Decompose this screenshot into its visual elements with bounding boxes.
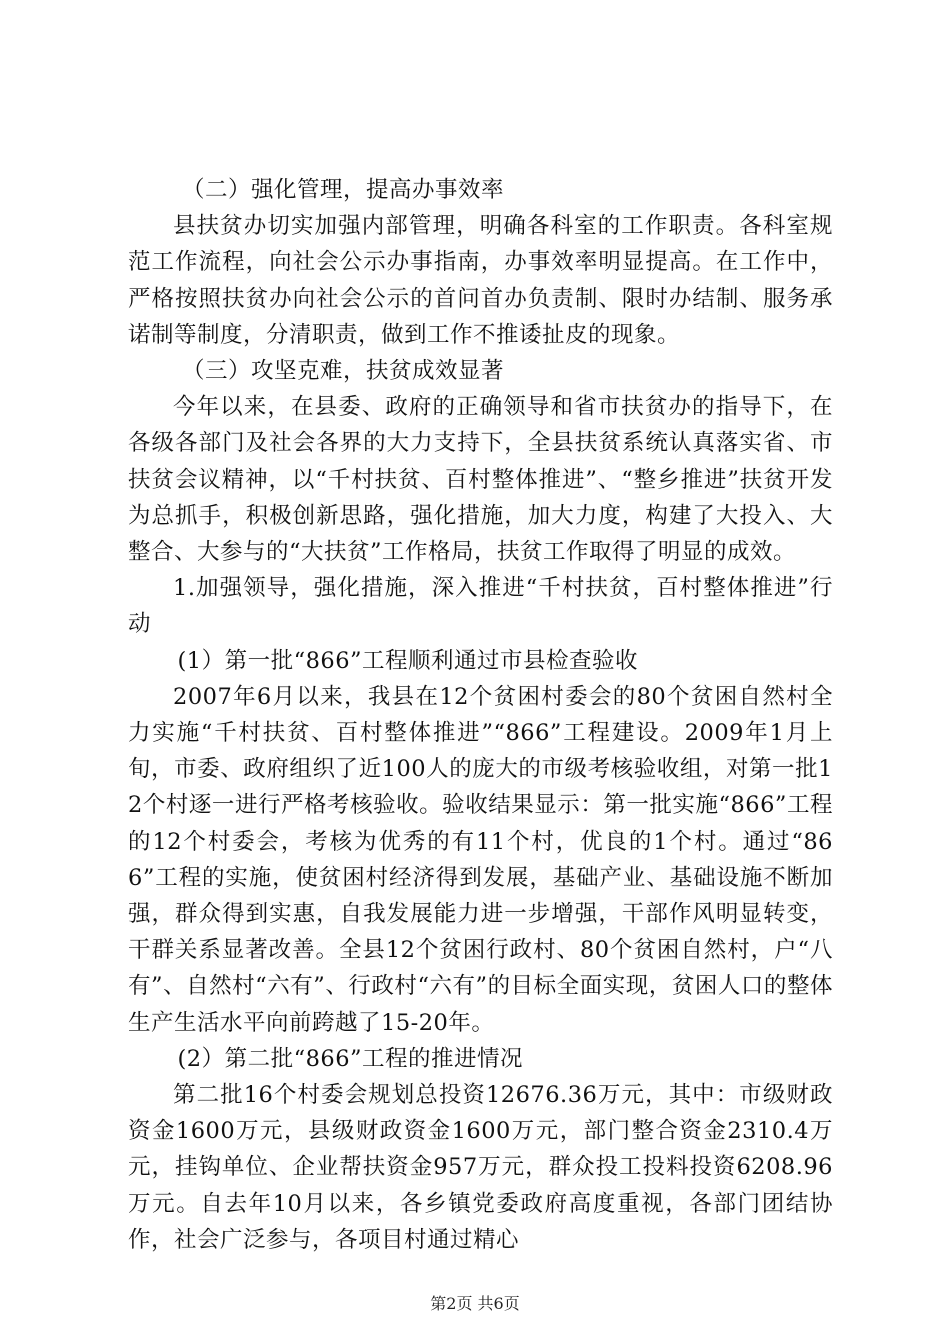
section-heading-results: （三）攻坚克难，扶贫成效显著 bbox=[182, 358, 505, 385]
paragraph-second-batch: 第二批16个村委会规划总投资12676.36万元，其中：市级财政资金1600万元，县级财政资金1600万元，部门整合资金2310.4万元，挂钩单位、企业帮扶资金957万元，群众投工投料投资6208.96万元。自去年10月以来，各乡镇党委政府高度重视，各部门团结协作，社会广泛参与，各项目村通过精心 bbox=[128, 1082, 833, 1253]
paragraph-management: 县扶贫办切实加强内部管理，明确各科室的工作职责。各科室规范工作流程，向社会公示办事指南，办事效率明显提高。在工作中，严格按照扶贫办向社会公示的首问首办负责制、限时办结制、服务承诺制等制度，分清职责，做到工作不推诿扯皮的现象。 bbox=[128, 213, 833, 348]
subheading-first-batch: (1）第一批“866”工程顺利通过市县检查验收 bbox=[177, 647, 639, 674]
page-footer: 第2页 共6页 bbox=[430, 1294, 520, 1313]
paragraph-first-batch: 2007年6月以来，我县在12个贫困村委会的80个贫困自然村全力实施“千村扶贫、百村整体推进”“866”工程建设。2009年1月上旬，市委、政府组织了近100人的庞大的市级考核验收组，对第一批12个村逐一进行严格考核验收。验收结果显示：第一批实施“866”工程的12个村委会，考核为优秀的有11个村，优良的1个村。通过“866”工程的实施，使贫困村经济得到发展，基础产业、基础设施不断加强，群众得到实惠，自我发展能力进一步增强，干部作风明显转变，干群关系显著改善。全县12个贫困行政村、80个贫困自然村，户“八有”、自然村“六有”、行政村“六有”的目标全面实现，贫困人口的整体生产生活水平向前跨越了15-20年。 bbox=[128, 683, 833, 1036]
subheading-second-batch: (2）第二批“866”工程的推进情况 bbox=[177, 1045, 524, 1072]
document-body bbox=[128, 172, 833, 1258]
paragraph-results: 今年以来，在县委、政府的正确领导和省市扶贫办的指导下，在各级各部门及社会各界的大力支持下，全县扶贫系统认真落实省、市扶贫会议精神，以“千村扶贫、百村整体推进”、“整乡推进”扶贫开发为总抓手，积极创新思路，强化措施，加大力度，构建了大投入、大整合、大参与的“大扶贫”工作格局，扶贫工作取得了明显的成效。 bbox=[128, 394, 833, 566]
subheading-leadership: 1.加强领导，强化措施，深入推进“千村扶贫，百村整体推进”行动 bbox=[128, 575, 833, 638]
section-heading-management: （二）强化管理，提高办事效率 bbox=[182, 177, 505, 203]
